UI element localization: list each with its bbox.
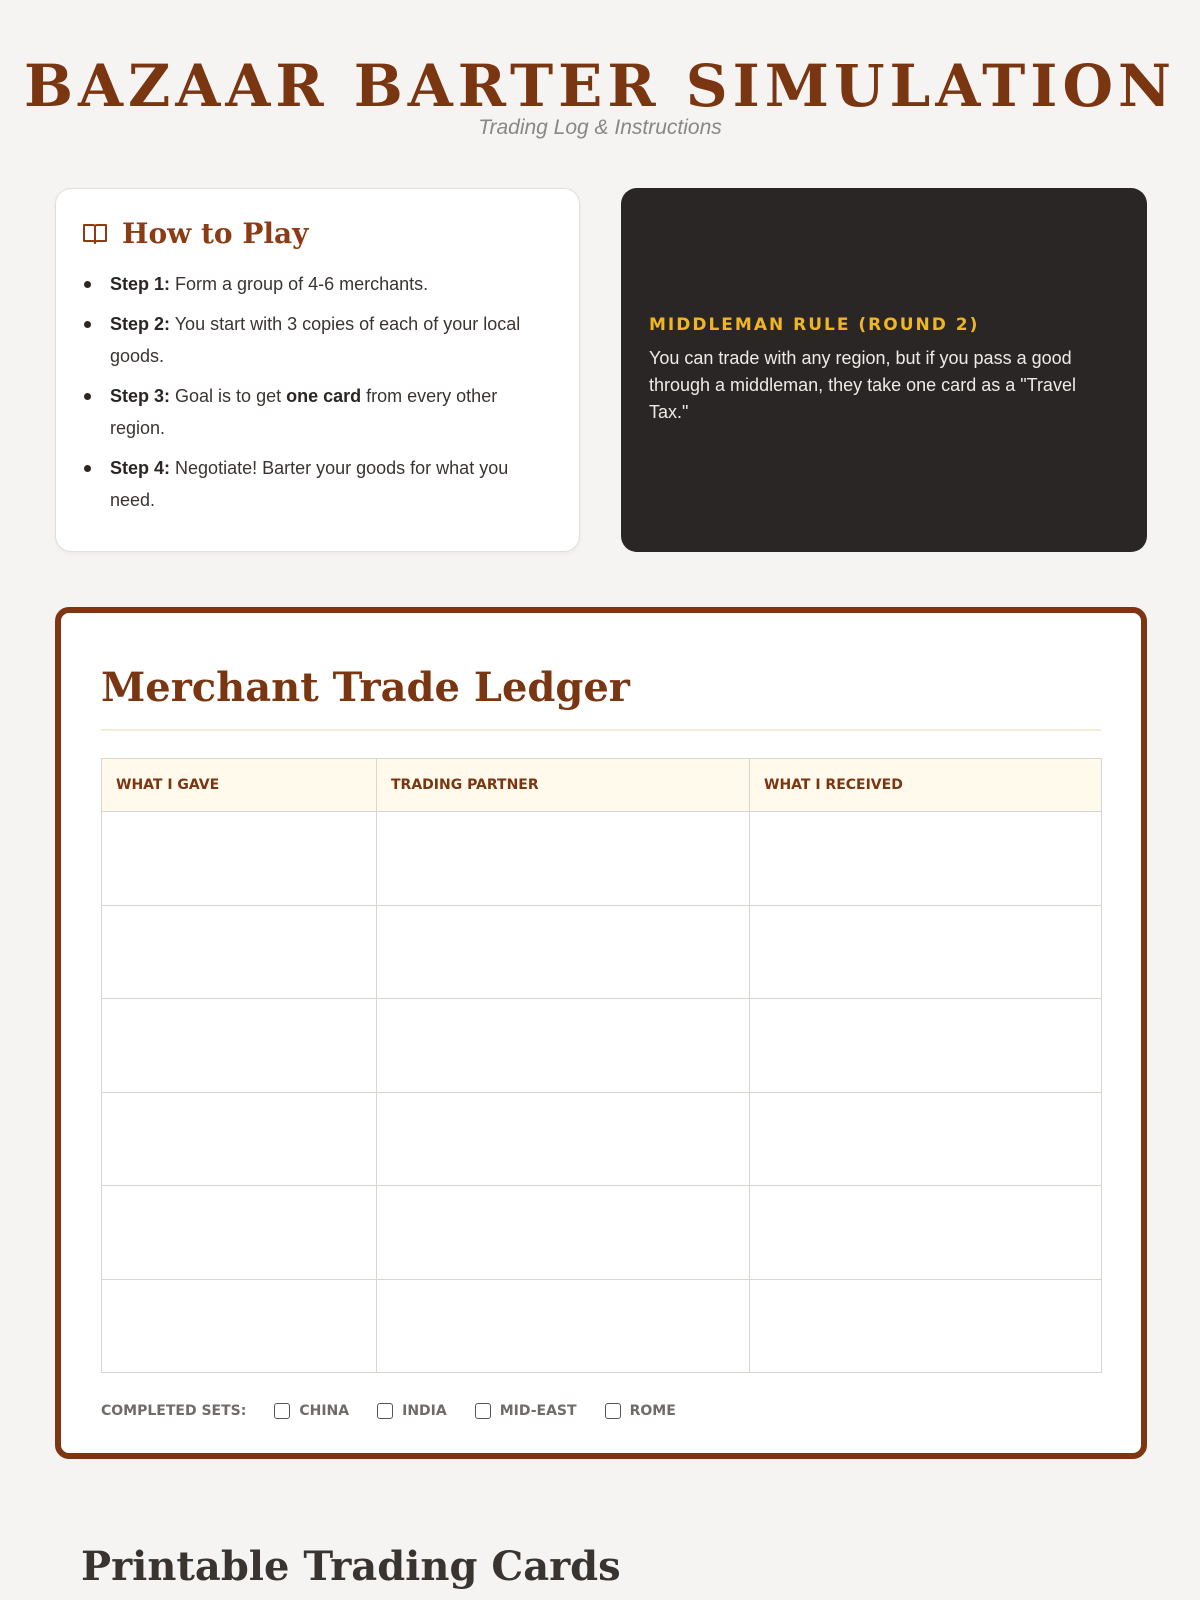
table-row [102, 1092, 1102, 1186]
partner-cell[interactable] [377, 905, 750, 999]
received-cell[interactable] [750, 999, 1102, 1093]
step-label: Step 2: [110, 314, 171, 334]
table-row [102, 1186, 1102, 1280]
list-item [82, 268, 553, 300]
middleman-rule-title: MIDDLEMAN RULE (ROUND 2) [649, 314, 980, 335]
set-rome[interactable] [605, 1403, 676, 1419]
step-text: Goal is to get [175, 386, 282, 406]
trade-ledger [55, 607, 1147, 1459]
book-icon [82, 222, 108, 246]
ledger-title: Merchant Trade Ledger [101, 664, 630, 711]
checkbox-mid-east[interactable] [475, 1403, 491, 1419]
partner-cell[interactable] [377, 1279, 750, 1373]
step-label: Step 4: [110, 458, 171, 478]
checkbox-india[interactable] [377, 1403, 393, 1419]
received-cell[interactable] [750, 1092, 1102, 1186]
checkbox-china[interactable] [274, 1403, 290, 1419]
checkbox-rome[interactable] [605, 1403, 621, 1419]
list-item [82, 452, 553, 516]
completed-sets-label: COMPLETED SETS: [101, 1403, 247, 1419]
step-label: Step 3: [110, 386, 171, 406]
received-cell[interactable] [750, 1186, 1102, 1280]
partner-cell[interactable] [377, 812, 750, 906]
step-text: from every other region. [110, 386, 498, 438]
set-india[interactable] [377, 1403, 447, 1419]
table-row [102, 905, 1102, 999]
set-label: INDIA [402, 1403, 447, 1419]
step-label: Step 1: [110, 274, 171, 294]
received-cell[interactable] [750, 812, 1102, 906]
received-cell[interactable] [750, 1279, 1102, 1373]
table-row [102, 999, 1102, 1093]
table-row [102, 1279, 1102, 1373]
step-text: You start with 3 copies of each of your local goods. [110, 314, 521, 366]
step-emphasis: one card [286, 386, 362, 406]
set-label: CHINA [299, 1403, 350, 1419]
table-row [102, 812, 1102, 906]
column-header-gave: WHAT I GAVE [102, 759, 377, 812]
page-title: BAZAAR BARTER SIMULATION [24, 52, 1176, 120]
gave-cell[interactable] [102, 812, 377, 906]
set-label: ROME [629, 1403, 676, 1419]
list-item [82, 308, 553, 372]
set-mid-east[interactable] [475, 1403, 577, 1419]
gave-cell[interactable] [102, 1279, 377, 1373]
step-text: Negotiate! Barter your goods for what you need. [110, 458, 509, 510]
column-header-received: WHAT I RECEIVED [750, 759, 1102, 812]
gave-cell[interactable] [102, 905, 377, 999]
completed-sets [101, 1403, 1101, 1419]
printable-cards-title: Printable Trading Cards [81, 1543, 621, 1590]
partner-cell[interactable] [377, 1092, 750, 1186]
how-to-play-header [82, 217, 553, 250]
column-header-partner: TRADING PARTNER [377, 759, 750, 812]
divider [101, 729, 1101, 731]
list-item [82, 380, 553, 444]
set-label: MID-EAST [499, 1403, 577, 1419]
step-text: Form a group of 4-6 merchants. [175, 274, 429, 294]
set-china[interactable] [274, 1403, 349, 1419]
page-header [0, 50, 1200, 140]
trade-table [101, 758, 1102, 1373]
partner-cell[interactable] [377, 999, 750, 1093]
page-subtitle: Trading Log & Instructions [478, 116, 722, 139]
table-header-row [102, 759, 1102, 812]
partner-cell[interactable] [377, 1186, 750, 1280]
middleman-rule-card [621, 188, 1147, 552]
gave-cell[interactable] [102, 1186, 377, 1280]
middleman-rule-text: You can trade with any region, but if you pass a good through a middleman, they take one card as a "Travel Tax." [649, 347, 1076, 422]
received-cell[interactable] [750, 905, 1102, 999]
steps-list [82, 268, 553, 516]
gave-cell[interactable] [102, 999, 377, 1093]
how-to-play-card [55, 188, 580, 552]
gave-cell[interactable] [102, 1092, 377, 1186]
how-to-play-title: How to Play [122, 217, 309, 250]
